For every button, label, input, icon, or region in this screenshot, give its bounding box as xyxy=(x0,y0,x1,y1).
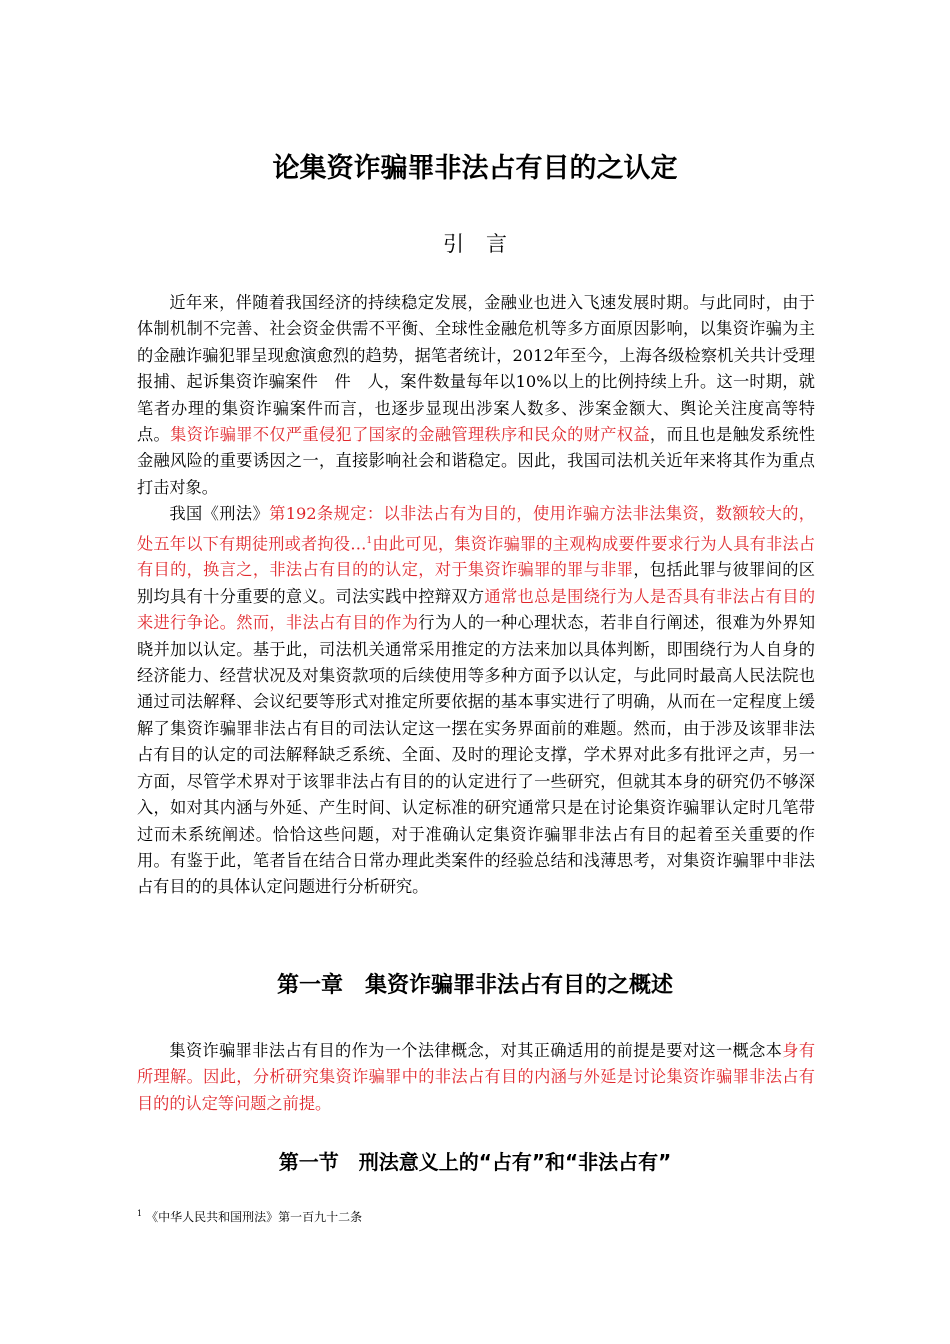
chapter-1-p1-highlight: 身有所理解。因此，分析研究集资诈骗罪中的非法占有目的内涵与外延是讨论集资诈骗罪非法占有目的的认定等问题之前提。 xyxy=(137,1041,816,1113)
footnote-mark: 1 xyxy=(137,1209,143,1218)
intro-p2-highlight-dispute: 通常也总是围绕行为人是否具有非法占有目的来进行争论。然而，非法占有目的作为 xyxy=(137,586,816,633)
intro-p1-text-a: 近年来，伴随着我国经济的持续稳定发展，金融业也进入飞速发展时期。与此同时，由于体制机制不完善、社会资金供需不平衡、全球性金融危机等多方面原因影响，以集资诈骗为主的金融诈骗犯罪呈现愈演愈烈的趋势，据笔者统计，2012年至今，上海各级检察机关共计受理报捕、起诉集资诈骗案件 件 人，案件数量每年以10%以上的比例持续上升。这一时期，就笔者办理的集资诈骗案件而言，也逐步显现出涉案人数多、涉案金额大、舆论关注度高等特点。 xyxy=(137,293,815,445)
intro-body xyxy=(137,290,815,901)
chapter-1-body xyxy=(137,1038,815,1117)
intro-paragraph-1 xyxy=(137,290,815,501)
intro-p1-highlight: 集资诈骗罪不仅严重侵犯了国家的金融管理秩序和民众的财产权益 xyxy=(170,425,650,445)
intro-heading: 引言 xyxy=(443,232,529,256)
intro-p2-highlight-conclusion: 由此可见，集资诈骗罪的主观构成要件要求行为人具有非法占有目的，换言之，非法占有目的的认定，对于集资诈骗罪的罪与非罪 xyxy=(137,534,816,580)
chapter-1-p1-text-a: 集资诈骗罪非法占有目的作为一个法律概念，对其正确适用的前提是要对这一概念本 xyxy=(169,1041,783,1060)
section-1-heading: 第一节 刑法意义上的“占有”和“非法占有” xyxy=(278,1150,672,1174)
intro-p2-highlight-statute: 第192条规定：以非法占有为目的，使用诈骗方法非法集资，数额较大的，处五年以下有期徒刑或者拘役… xyxy=(137,504,815,554)
intro-p2-text-a: 我国《刑法》 xyxy=(169,504,270,524)
chapter-1-paragraph-1 xyxy=(137,1038,815,1117)
intro-p1-text-c: ，而且也是触发系统性金融风险的重要诱因之一，直接影响社会和谐稳定。因此，我国司法机关近年来将其作为重点打击对象。 xyxy=(137,425,816,497)
document-title: 论集资诈骗罪非法占有目的之认定 xyxy=(272,153,678,184)
intro-p2-text-f: 行为人的一种心理状态，若非自行阐述，很难为外界知晓并加以认定。基于此，司法机关通常采用推定的方法来加以具体判断，即围绕行为人自身的经济能力、经营状况及对集资款项的后续使用等多种方面予以认定，与此同时最高人民法院也通过司法解释、会议纪要等形式对推定所要依据的基本事实进行了明确，从而在一定程度上缓解了集资诈骗罪非法占有目的司法认定这一摆在实务界面前的难题。然而，由于涉及该罪非法占有目的认定的司法解释缺乏系统、全面、及时的理论支撑，学术界对此多有批评之声，另一方面，尽管学术界对于该罪非法占有目的的认定进行了一些研究，但就其本身的研究仍不够深入，如对其内涵与外延、产生时间、认定标准的研究通常只是在讨论集资诈骗罪认定时几笔带过而未系统阐述。恰恰这些问题，对于准确认定集资诈骗罪非法占有目的起着至关重要的作用。有鉴于此，笔者旨在结合日常办理此类案件的经验总结和浅薄思考，对集资诈骗罪中非法占有目的的具体认定问题进行分析研究。 xyxy=(137,613,816,897)
intro-p2-text-d: ，包括此罪与彼罪间的区别均具有十分重要的意义。司法实践中控辩双方 xyxy=(137,560,815,606)
footnote-reference[interactable]: 1 xyxy=(366,535,373,546)
footnote xyxy=(137,1208,362,1225)
chapter-1-heading: 第一章 集资诈骗罪非法占有目的之概述 xyxy=(276,973,673,998)
intro-paragraph-2 xyxy=(137,501,815,900)
footnote-text: 《中华人民共和国刑法》第一百九十二条 xyxy=(146,1210,363,1224)
